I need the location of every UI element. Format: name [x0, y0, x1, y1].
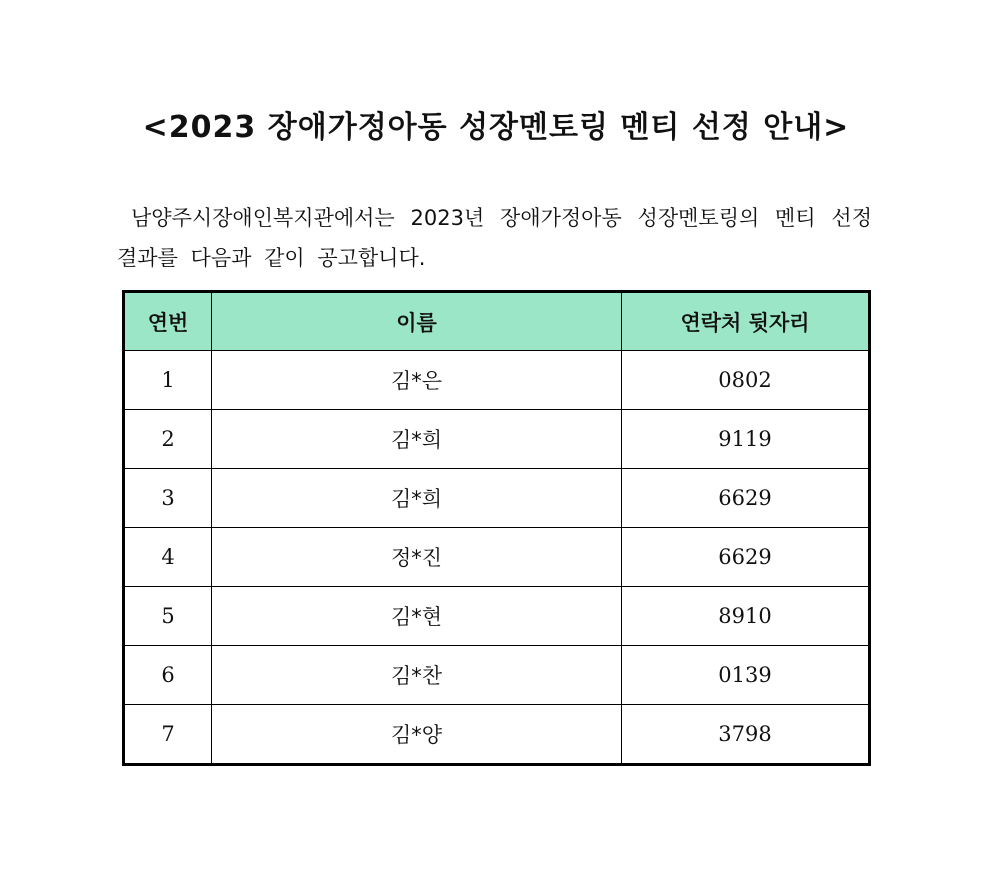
- row-name: 김*희: [212, 469, 622, 528]
- row-phone: 8910: [622, 587, 870, 646]
- row-phone: 3798: [622, 705, 870, 765]
- row-phone: 6629: [622, 528, 870, 587]
- row-phone: 6629: [622, 469, 870, 528]
- row-no: 1: [124, 351, 212, 410]
- row-no: 7: [124, 705, 212, 765]
- row-no: 4: [124, 528, 212, 587]
- row-no: 6: [124, 646, 212, 705]
- row-no: 2: [124, 410, 212, 469]
- row-name: 김*현: [212, 587, 622, 646]
- table-row: [124, 646, 870, 705]
- table-row: [124, 469, 870, 528]
- mentee-results-table: [122, 290, 871, 766]
- row-no: 5: [124, 587, 212, 646]
- row-phone: 9119: [622, 410, 870, 469]
- row-no: 3: [124, 469, 212, 528]
- row-name: 정*진: [212, 528, 622, 587]
- header-phone: 연락처 뒷자리: [622, 292, 870, 351]
- intro-text: 남양주시장애인복지관에서는 2023년 장애가정아동 성장멘토링의 멘티 선정 결과를 다음과 같이 공고합니다.: [117, 206, 872, 270]
- table-header-row: [124, 292, 870, 351]
- row-phone: 0802: [622, 351, 870, 410]
- row-name: 김*희: [212, 410, 622, 469]
- table-row: [124, 351, 870, 410]
- row-phone: 0139: [622, 646, 870, 705]
- table-row: [124, 410, 870, 469]
- row-name: 김*양: [212, 705, 622, 765]
- header-no: 연번: [124, 292, 212, 351]
- table-row: [124, 587, 870, 646]
- page-title: <2023 장애가정아동 성장멘토링 멘티 선정 안내>: [142, 110, 850, 145]
- header-name: 이름: [212, 292, 622, 351]
- row-name: 김*은: [212, 351, 622, 410]
- intro-paragraph: [117, 198, 872, 278]
- row-name: 김*찬: [212, 646, 622, 705]
- table-row: [124, 705, 870, 765]
- table-row: [124, 528, 870, 587]
